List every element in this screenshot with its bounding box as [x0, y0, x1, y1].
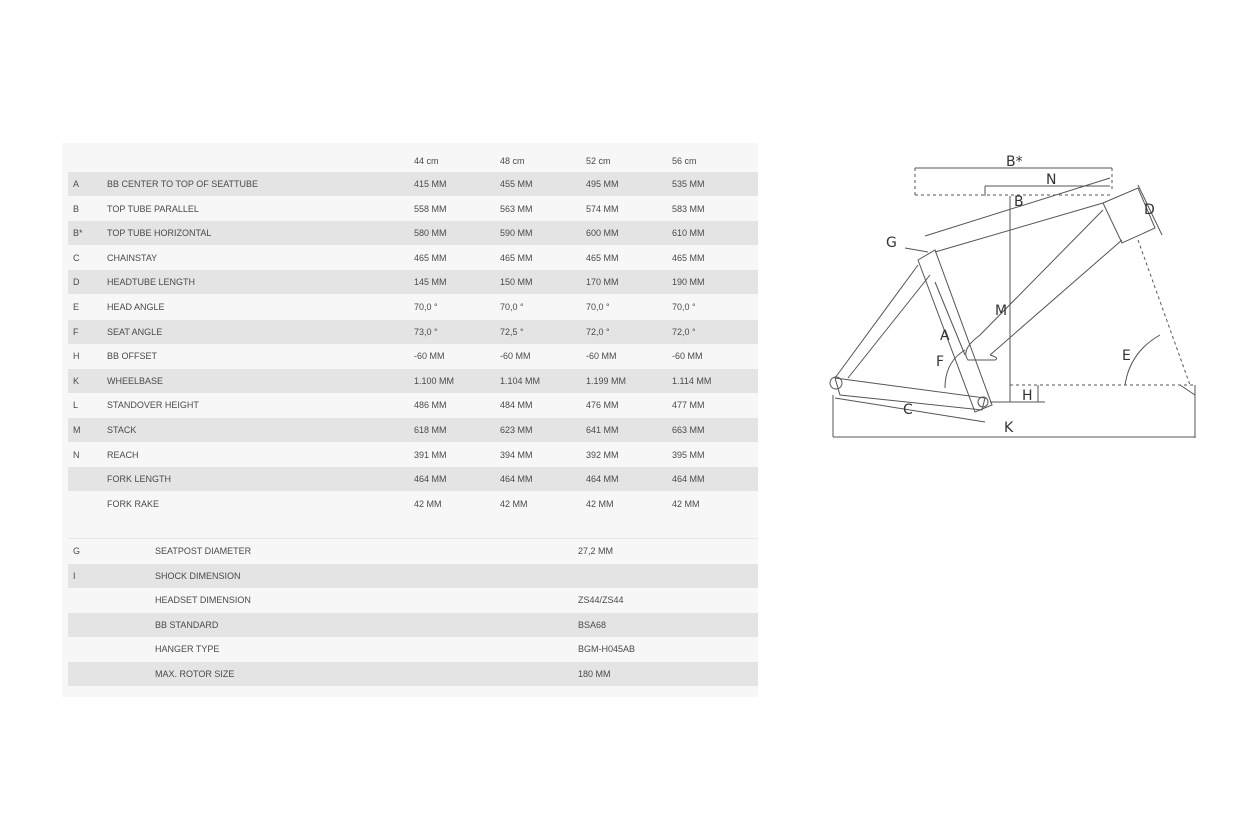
row-value: 465 MM: [672, 252, 705, 263]
row-value: 464 MM: [414, 474, 447, 485]
label-e: E: [1122, 348, 1131, 364]
row-value: 395 MM: [672, 449, 705, 460]
component-value: BSA68: [578, 619, 607, 630]
label-f: F: [936, 354, 945, 370]
row-value: 580 MM: [414, 228, 447, 239]
row-value: 150 MM: [500, 277, 533, 288]
row-value: 484 MM: [500, 400, 533, 411]
table-row: [68, 393, 758, 417]
row-value: 1.100 MM: [414, 375, 455, 386]
row-value: 583 MM: [672, 203, 705, 214]
row-label: HEADTUBE LENGTH: [107, 277, 196, 288]
component-label: MAX. ROTOR SIZE: [155, 669, 235, 679]
label-m: M: [995, 303, 1008, 319]
dim-arc-f: [945, 350, 965, 388]
row-value: 623 MM: [500, 425, 533, 435]
row-label: CHAINSTAY: [107, 252, 158, 263]
table-row: [68, 443, 758, 467]
row-key: H: [73, 351, 80, 362]
component-label: HEADSET DIMENSION: [155, 595, 251, 606]
label-a: A: [940, 328, 950, 344]
row-value: 73,0 °: [414, 326, 438, 337]
component-label: HANGER TYPE: [155, 644, 220, 655]
row-value: 641 MM: [586, 425, 619, 435]
label-c: C: [903, 402, 913, 418]
size-header: 48 cm: [500, 156, 525, 166]
size-header: 44 cm: [414, 156, 439, 166]
label-b-star: B*: [1006, 154, 1023, 170]
row-value: -60 MM: [586, 351, 617, 362]
table-row: [68, 369, 758, 393]
component-value: 27,2 MM: [578, 546, 614, 556]
row-label: FORK LENGTH: [107, 474, 172, 485]
frame-geometry-diagram: [820, 150, 1210, 450]
row-label: BB CENTER TO TOP OF SEATTUBE: [107, 179, 259, 189]
table-row: [68, 221, 758, 245]
row-value: 190 MM: [672, 277, 705, 288]
row-value: 574 MM: [586, 203, 619, 214]
component-label: SEATPOST DIAMETER: [155, 546, 252, 556]
component-row: [68, 539, 758, 563]
row-value: 72,0 °: [672, 326, 696, 337]
row-value: 563 MM: [500, 203, 533, 214]
component-value: ZS44/ZS44: [578, 595, 624, 606]
row-value: 618 MM: [414, 425, 447, 435]
row-value: 1.199 MM: [586, 375, 627, 386]
row-value: 486 MM: [414, 400, 447, 411]
component-label: BB STANDARD: [155, 619, 219, 630]
size-header: 56 cm: [672, 156, 697, 166]
row-value: 477 MM: [672, 400, 705, 411]
row-value: 535 MM: [672, 179, 705, 189]
dim-line-g: [905, 248, 928, 252]
row-key: L: [73, 400, 79, 411]
row-label: REACH: [107, 449, 139, 460]
row-value: 72,0 °: [586, 326, 610, 337]
row-label: WHEELBASE: [107, 375, 164, 386]
row-value: -60 MM: [414, 351, 445, 362]
row-label: TOP TUBE PARALLEL: [107, 203, 199, 214]
table-row: [68, 197, 758, 221]
row-value: 70,0 °: [586, 302, 610, 312]
row-value: 600 MM: [586, 228, 619, 239]
component-row: [68, 637, 758, 661]
component-row: [68, 564, 758, 588]
row-value: 558 MM: [414, 203, 447, 214]
row-label: FORK RAKE: [107, 498, 160, 509]
row-value: 1.104 MM: [500, 375, 541, 386]
row-key: B: [73, 203, 80, 214]
row-value: 415 MM: [414, 179, 447, 189]
component-label: SHOCK DIMENSION: [155, 570, 241, 581]
row-key: C: [73, 252, 80, 263]
row-label: STANDOVER HEIGHT: [107, 400, 199, 411]
label-n: N: [1046, 172, 1057, 188]
row-value: 42 MM: [672, 498, 700, 509]
component-value: 180 MM: [578, 669, 611, 679]
row-value: 464 MM: [500, 474, 533, 485]
row-key: A: [73, 179, 80, 189]
component-row: [68, 613, 758, 637]
table-row: [68, 270, 758, 294]
row-value: 170 MM: [586, 277, 619, 288]
row-value: 464 MM: [672, 474, 705, 485]
component-row: [68, 662, 758, 686]
row-key: F: [73, 326, 79, 337]
row-value: 42 MM: [500, 498, 528, 509]
label-k: K: [1004, 420, 1014, 436]
row-value: 391 MM: [414, 449, 447, 460]
row-value: 590 MM: [500, 228, 533, 239]
row-value: -60 MM: [672, 351, 703, 362]
row-value: 663 MM: [672, 425, 705, 435]
component-key: G: [73, 546, 81, 556]
row-value: 610 MM: [672, 228, 705, 239]
table-row: [68, 246, 758, 270]
label-g: G: [886, 235, 897, 251]
row-label: SEAT ANGLE: [107, 326, 163, 337]
row-value: 392 MM: [586, 449, 619, 460]
row-value: 42 MM: [586, 498, 614, 509]
table-row: [68, 492, 758, 516]
table-row: [68, 467, 758, 491]
table-row: [68, 320, 758, 344]
row-key: D: [73, 277, 80, 288]
row-value: 145 MM: [414, 277, 447, 288]
component-value: BGM-H045AB: [578, 644, 636, 655]
row-value: 394 MM: [500, 449, 533, 460]
row-value: 495 MM: [586, 179, 619, 189]
table-row: [68, 295, 758, 319]
row-key: B*: [73, 228, 83, 239]
row-key: M: [73, 425, 81, 435]
row-value: 455 MM: [500, 179, 533, 189]
row-key: K: [73, 375, 80, 386]
label-b: B: [1014, 194, 1024, 210]
table-row: [68, 418, 758, 442]
row-value: 70,0 °: [414, 302, 438, 312]
row-value: 42 MM: [414, 498, 442, 509]
row-label: BB OFFSET: [107, 351, 158, 362]
row-value: 464 MM: [586, 474, 619, 485]
row-value: 465 MM: [414, 252, 447, 263]
row-label: HEAD ANGLE: [107, 302, 165, 312]
component-row: [68, 588, 758, 612]
row-value: 70,0 °: [500, 302, 524, 312]
table-row: [68, 344, 758, 368]
size-header: 52 cm: [586, 156, 611, 166]
row-label: TOP TUBE HORIZONTAL: [107, 228, 212, 239]
row-value: -60 MM: [500, 351, 531, 362]
row-key: E: [73, 302, 80, 312]
row-label: STACK: [107, 425, 137, 435]
component-key: I: [73, 570, 76, 581]
row-value: 476 MM: [586, 400, 619, 411]
table-row: [68, 172, 758, 196]
row-value: 70,0 °: [672, 302, 696, 312]
row-value: 72,5 °: [500, 326, 524, 337]
row-key: N: [73, 449, 80, 460]
geometry-table: [62, 143, 758, 697]
row-value: 1.114 MM: [672, 375, 712, 386]
row-value: 465 MM: [500, 252, 533, 263]
label-d: D: [1144, 202, 1155, 218]
label-h: H: [1022, 388, 1033, 404]
row-value: 465 MM: [586, 252, 619, 263]
